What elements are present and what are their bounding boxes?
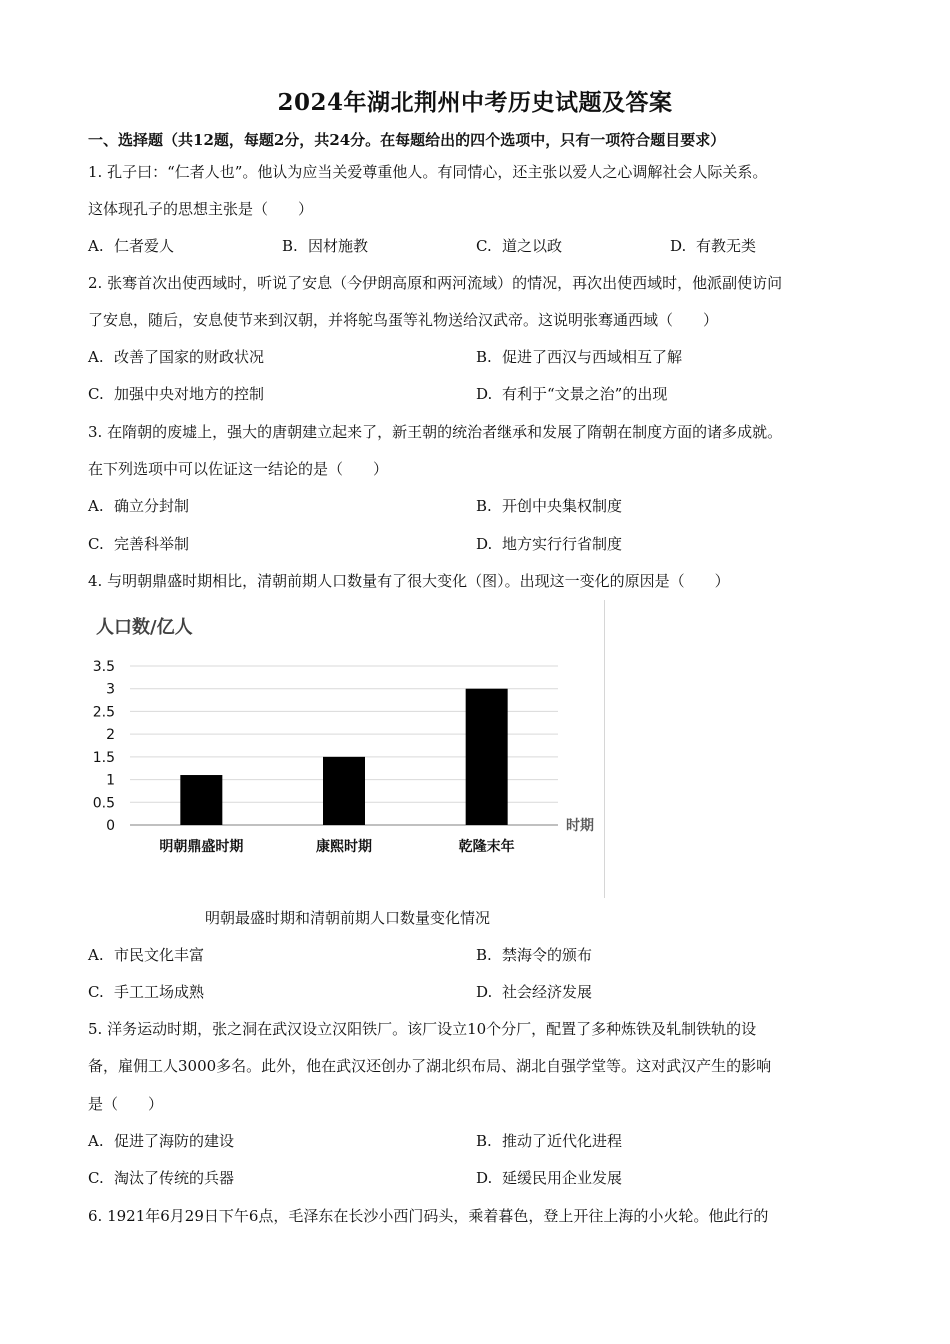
option-letter: C. bbox=[88, 1169, 104, 1187]
option-text: 推动了近代化进程 bbox=[502, 1132, 623, 1150]
question-1-option-b[interactable] bbox=[282, 236, 368, 256]
option-text: 有利于“文景之治”的出现 bbox=[502, 385, 668, 403]
option-letter: B. bbox=[476, 946, 492, 964]
question-1-line-2: 这体现孔子的思想主张是（ ） bbox=[88, 200, 314, 218]
question-3-option-d[interactable] bbox=[476, 534, 622, 554]
bar bbox=[180, 775, 222, 825]
y-tick-label: 0 bbox=[106, 818, 115, 834]
question-2-line-2: 了安息，随后，安息使节来到汉朝，并将鸵鸟蛋等礼物送给汉武帝。这说明张骞通西域（ ） bbox=[88, 311, 719, 329]
option-text: 延缓民用企业发展 bbox=[502, 1169, 623, 1187]
question-3-line-1: 3. 在隋朝的废墟上，强大的唐朝建立起来了，新王朝的统治者继承和发展了隋朝在制度方面的诸多成就。 bbox=[88, 423, 783, 441]
question-2-option-b[interactable] bbox=[476, 347, 682, 367]
option-text: 改善了国家的财政状况 bbox=[114, 348, 265, 366]
question-5-line-2: 备，雇佣工人3000多名。此外，他在武汉还创办了湖北织布局、湖北自强学堂等。这对武汉产生的影响 bbox=[88, 1057, 772, 1075]
y-tick-label: 2 bbox=[106, 727, 115, 744]
option-text: 仁者爱人 bbox=[114, 237, 175, 255]
option-text: 有教无类 bbox=[696, 237, 757, 255]
question-3-option-c[interactable] bbox=[88, 534, 189, 554]
section-heading: 一、选择题（共12题，每题2分，共24分。在每题给出的四个选项中，只有一项符合题目要求） bbox=[88, 131, 726, 149]
document-title: 2024年湖北荆州中考历史试题及答案 bbox=[277, 89, 673, 116]
option-letter: A. bbox=[88, 497, 104, 515]
question-5-line-1: 5. 洋务运动时期，张之洞在武汉设立汉阳铁厂。该厂设立10个分厂，配置了多种炼铁及轧制铁轨的设 bbox=[88, 1020, 757, 1038]
question-2-line-1: 2. 张骞首次出使西域时，听说了安息（今伊朗高原和两河流域）的情况，再次出使西域时，他派副使访问 bbox=[88, 274, 783, 292]
option-text: 社会经济发展 bbox=[502, 983, 593, 1001]
question-4-option-d[interactable] bbox=[476, 982, 592, 1002]
question-2-option-c[interactable] bbox=[88, 384, 264, 404]
option-letter: A. bbox=[88, 348, 104, 366]
x-category-label: 明朝鼎盛时期 bbox=[159, 839, 244, 855]
bar bbox=[466, 689, 508, 825]
option-letter: D. bbox=[670, 237, 687, 255]
option-letter: A. bbox=[88, 1132, 104, 1150]
option-text: 禁海令的颁布 bbox=[502, 946, 593, 964]
question-5-option-a[interactable] bbox=[88, 1131, 234, 1151]
chart-canvas bbox=[88, 600, 604, 900]
population-bar-chart bbox=[88, 600, 608, 900]
option-letter: C. bbox=[88, 983, 104, 1001]
question-1-option-a[interactable] bbox=[88, 236, 174, 256]
option-letter: D. bbox=[476, 385, 493, 403]
option-text: 道之以政 bbox=[502, 237, 563, 255]
option-text: 确立分封制 bbox=[114, 497, 190, 515]
option-letter: C. bbox=[88, 385, 104, 403]
question-5-line-3: 是（ ） bbox=[88, 1095, 164, 1113]
option-letter: B. bbox=[476, 1132, 492, 1150]
x-category-label: 康熙时期 bbox=[316, 839, 372, 855]
option-letter: C. bbox=[476, 237, 492, 255]
y-tick-label: 3 bbox=[106, 681, 115, 698]
option-text: 淘汰了传统的兵器 bbox=[114, 1169, 235, 1187]
question-2-option-d[interactable] bbox=[476, 384, 667, 404]
chart-caption: 明朝最盛时期和清朝前期人口数量变化情况 bbox=[205, 909, 491, 927]
option-letter: B. bbox=[476, 497, 492, 515]
option-text: 因材施教 bbox=[308, 237, 369, 255]
option-letter: C. bbox=[88, 535, 104, 553]
question-1-option-d[interactable] bbox=[670, 236, 756, 256]
question-5-option-d[interactable] bbox=[476, 1168, 622, 1188]
y-tick-label: 0.5 bbox=[92, 795, 115, 812]
y-tick-label: 3.5 bbox=[92, 659, 115, 675]
option-text: 市民文化丰富 bbox=[114, 946, 205, 964]
question-6-line-1: 6. 1921年6月29日下午6点，毛泽东在长沙小西门码头，乘着暮色，登上开往上海的小火轮。他此行的 bbox=[88, 1207, 769, 1225]
question-3-option-b[interactable] bbox=[476, 496, 622, 516]
option-letter: D. bbox=[476, 983, 493, 1001]
option-text: 促进了海防的建设 bbox=[114, 1132, 235, 1150]
option-letter: D. bbox=[476, 535, 493, 553]
option-text: 手工工场成熟 bbox=[114, 983, 205, 1001]
x-axis-title: 时期 bbox=[566, 818, 594, 834]
question-4-option-a[interactable] bbox=[88, 945, 204, 965]
y-axis-title: 人口数/亿人 bbox=[96, 617, 193, 638]
option-letter: A. bbox=[88, 946, 104, 964]
option-letter: D. bbox=[476, 1169, 493, 1187]
question-5-option-b[interactable] bbox=[476, 1131, 622, 1151]
y-tick-label: 1.5 bbox=[92, 749, 115, 766]
option-letter: B. bbox=[282, 237, 298, 255]
question-5-option-c[interactable] bbox=[88, 1168, 234, 1188]
y-tick-label: 1 bbox=[106, 772, 115, 789]
option-text: 完善科举制 bbox=[114, 535, 190, 553]
option-text: 开创中央集权制度 bbox=[502, 497, 623, 515]
option-letter: B. bbox=[476, 348, 492, 366]
option-text: 加强中央对地方的控制 bbox=[114, 385, 265, 403]
bar bbox=[323, 757, 365, 825]
option-text: 地方实行行省制度 bbox=[502, 535, 623, 553]
question-2-option-a[interactable] bbox=[88, 347, 264, 367]
question-4-option-c[interactable] bbox=[88, 982, 204, 1002]
option-letter: A. bbox=[88, 237, 104, 255]
question-3-line-2: 在下列选项中可以佐证这一结论的是（ ） bbox=[88, 460, 389, 478]
y-tick-label: 2.5 bbox=[92, 704, 115, 721]
question-1-option-c[interactable] bbox=[476, 236, 562, 256]
question-3-option-a[interactable] bbox=[88, 496, 189, 516]
x-category-label: 乾隆末年 bbox=[458, 839, 515, 855]
chart-frame-edge bbox=[604, 600, 605, 898]
option-text: 促进了西汉与西域相互了解 bbox=[502, 348, 683, 366]
question-4-option-b[interactable] bbox=[476, 945, 592, 965]
question-1-line-1: 1. 孔子曰：“仁者人也”。他认为应当关爱尊重他人。有同情心，还主张以爱人之心调解社会人际关系。 bbox=[88, 163, 768, 181]
question-4-line-1: 4. 与明朝鼎盛时期相比，清朝前期人口数量有了很大变化（图）。出现这一变化的原因是（ ） bbox=[88, 572, 730, 590]
